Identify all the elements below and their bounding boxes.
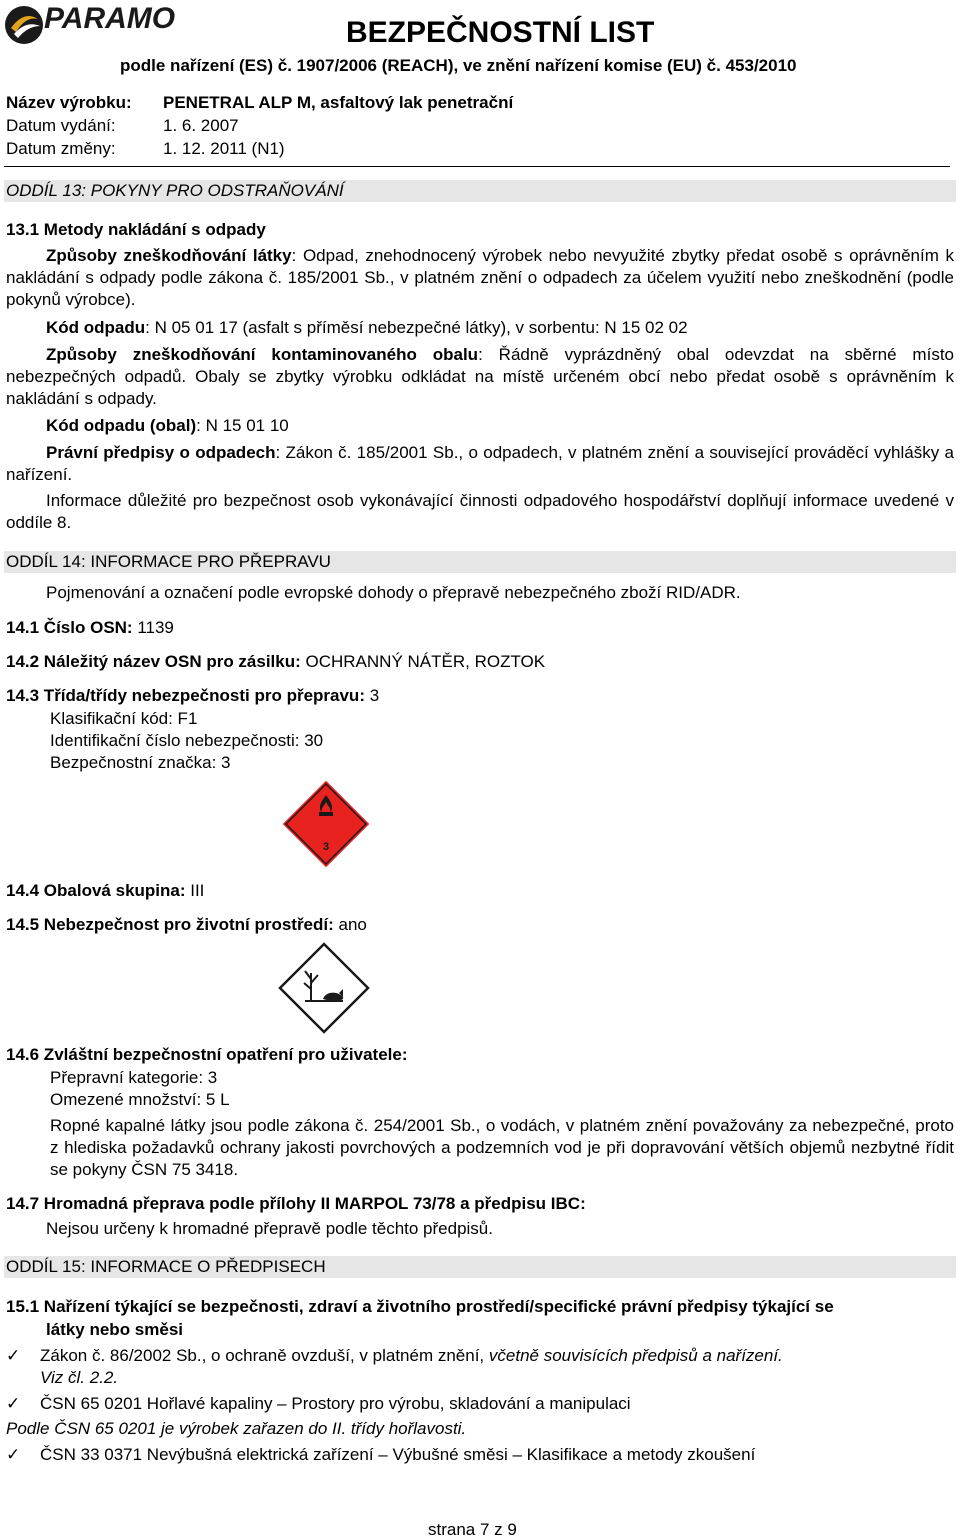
s15-item-2-text: ČSN 65 0201 Hořlavé kapaliny – Prostory pro výrobu, skladování a manipulaci bbox=[40, 1394, 631, 1413]
placard-number: 3 bbox=[322, 841, 330, 853]
s15-item-1-text: Zákon č. 86/2002 Sb., o ochraně ovzduší, v platném znění, bbox=[40, 1346, 489, 1365]
check-icon: ✓ bbox=[6, 1394, 21, 1413]
header-divider bbox=[4, 166, 950, 167]
s13-paragraph-3 bbox=[6, 344, 954, 410]
s15-item-3 bbox=[6, 1445, 755, 1465]
s13-p3-text: : Řádně vyprázdněný obal odevzdat na sběrné místo nebezpečných odpadů. Obaly se zbytky výrobku odkládat na místě určeném obcí nebo předat osobě s oprávněním k nakládání s odpady. bbox=[6, 345, 954, 408]
product-name-label: Název výrobku: bbox=[6, 93, 132, 112]
logo-text: PARAMO bbox=[44, 2, 176, 35]
s13-p5-text: : Zákon č. 185/2001 Sb., o odpadech, v platném znění a související prováděcí vyhlášky a nařízení. bbox=[6, 443, 954, 484]
s14-3-label: 14.3 Třída/třídy nebezpečnosti pro přepravu: bbox=[6, 686, 365, 705]
issue-date-row bbox=[6, 116, 239, 136]
sub-13-1: 13.1 Metody nakládání s odpady bbox=[6, 220, 266, 239]
s14-2-label: 14.2 Náležitý název OSN pro zásilku: bbox=[6, 652, 301, 671]
s14-3-classification-code: Klasifikační kód: F1 bbox=[50, 709, 198, 728]
s14-6-transport-category: Přepravní kategorie: 3 bbox=[50, 1068, 218, 1087]
change-date-value: 1. 12. 2011 (N1) bbox=[163, 139, 285, 158]
s15-1-heading-line1: 15.1 Nařízení týkající se bezpečnosti, zdraví a životního prostředí/specifické právní předpisy týkající se bbox=[6, 1297, 834, 1316]
s14-3-safety-label: Bezpečnostní značka: 3 bbox=[50, 753, 231, 772]
s13-paragraph-2 bbox=[46, 318, 688, 338]
section-15-heading: ODDÍL 15: INFORMACE O PŘEDPISECH bbox=[4, 1256, 956, 1278]
s14-7-heading: 14.7 Hromadná přeprava podle přílohy II MARPOL 73/78 a předpisu IBC: bbox=[6, 1194, 586, 1213]
s13-p5-label: Právní předpisy o odpadech bbox=[46, 443, 276, 462]
s15-item-1 bbox=[6, 1346, 783, 1366]
document-title: BEZPEČNOSTNÍ LIST bbox=[346, 16, 655, 49]
s13-p1-text: : Odpad, znehodnocený výrobek nebo nevyužité zbytky předat osobě s oprávněním k nakládání s odpady podle zákona č. 185/2001 Sb., v platném znění o odpadech za účelem využití nebo zneškodnění (podle pokynů výrobce). bbox=[6, 246, 955, 309]
s14-3-value: 3 bbox=[364, 686, 380, 705]
paramo-logo-mark-icon bbox=[4, 2, 44, 48]
change-date-row bbox=[6, 139, 285, 159]
s14-7-text: Nejsou určeny k hromadné přepravě podle těchto předpisů. bbox=[46, 1219, 493, 1238]
product-name-row bbox=[6, 93, 513, 113]
issue-date-value: 1. 6. 2007 bbox=[163, 116, 239, 135]
s14-4-row bbox=[6, 881, 204, 901]
s14-1-row bbox=[6, 618, 174, 638]
s13-p4-label: Kód odpadu (obal) bbox=[46, 416, 197, 435]
s15-item-2-note: Podle ČSN 65 0201 je výrobek zařazen do II. třídy hořlavosti. bbox=[6, 1419, 467, 1438]
section-14-heading: ODDÍL 14: INFORMACE PRO PŘEPRAVU bbox=[4, 551, 956, 573]
s13-paragraph-4 bbox=[46, 416, 289, 436]
s14-5-row bbox=[6, 915, 367, 935]
s13-p4-text: : N 15 01 10 bbox=[196, 416, 289, 435]
product-name-value: PENETRAL ALP M, asfaltový lak penetrační bbox=[163, 93, 514, 112]
s14-3-hazard-id: Identifikační číslo nebezpečnosti: 30 bbox=[50, 731, 324, 750]
environment-hazard-icon bbox=[277, 941, 371, 1035]
s14-6-limited-quantity: Omezené množství: 5 L bbox=[50, 1090, 230, 1109]
s13-p2-label: Kód odpadu bbox=[46, 318, 146, 337]
paramo-logo bbox=[4, 0, 190, 50]
change-date-label: Datum změny: bbox=[6, 139, 116, 158]
s13-paragraph-1 bbox=[6, 245, 954, 311]
issue-date-label: Datum vydání: bbox=[6, 116, 116, 135]
s13-p1-label: Způsoby zneškodňování látky bbox=[46, 246, 292, 265]
s14-2-value: OCHRANNÝ NÁTĚR, ROZTOK bbox=[300, 652, 546, 671]
s15-item-1-italic: včetně souvisících předpisů a nařízení. bbox=[488, 1346, 783, 1365]
s14-5-label: 14.5 Nebezpečnost pro životní prostředí: bbox=[6, 915, 334, 934]
flammable-liquid-placard-icon bbox=[280, 778, 372, 870]
s14-2-row bbox=[6, 652, 545, 672]
check-icon: ✓ bbox=[6, 1346, 21, 1365]
s15-1-heading-line2: látky nebo směsi bbox=[46, 1320, 184, 1339]
s14-5-value: ano bbox=[333, 915, 367, 934]
check-icon: ✓ bbox=[6, 1445, 21, 1464]
s13-paragraph-5 bbox=[6, 442, 954, 486]
s15-item-3-text: ČSN 33 0371 Nevýbušná elektrická zařízení – Výbušné směsi – Klasifikace a metody zkoušení bbox=[40, 1445, 756, 1464]
s14-1-label: 14.1 Číslo OSN: bbox=[6, 618, 133, 637]
s13-paragraph-6: Informace důležité pro bezpečnost osob vykonávající činnosti odpadového hospodářství doplňují informace uvedené v oddíle 8. bbox=[6, 491, 954, 532]
page-number: strana 7 z 9 bbox=[428, 1520, 517, 1539]
s15-item-1-ref: Viz čl. 2.2. bbox=[40, 1368, 119, 1387]
s13-p3-label: Způsoby zneškodňování kontaminovaného obalu bbox=[46, 345, 479, 364]
section-13-heading: ODDÍL 13: POKYNY PRO ODSTRAŇOVÁNÍ bbox=[4, 180, 956, 202]
s13-p2-text: : N 05 01 17 (asfalt s příměsí nebezpečné látky), v sorbentu: N 15 02 02 bbox=[145, 318, 688, 337]
s14-6-heading: 14.6 Zvláštní bezpečnostní opatření pro uživatele: bbox=[6, 1045, 408, 1064]
s15-item-2 bbox=[6, 1394, 631, 1414]
s14-6-paragraph: Ropné kapalné látky jsou podle zákona č. 254/2001 Sb., o vodách, v platném znění považovány za nebezpečné, proto z hlediska požadavků ochrany jakosti povrchových a podzemních vod je při dopravování větších objemů nezbytné řídit se pokyny ČSN 75 3418. bbox=[50, 1116, 954, 1179]
document-subtitle: podle nařízení (ES) č. 1907/2006 (REACH), ve znění nařízení komise (EU) č. 453/2010 bbox=[120, 56, 797, 75]
s14-4-label: 14.4 Obalová skupina: bbox=[6, 881, 186, 900]
s14-intro: Pojmenování a označení podle evropské dohody o přepravě nebezpečného zboží RID/ADR. bbox=[46, 583, 741, 602]
s14-1-value: 1139 bbox=[132, 618, 174, 637]
s14-4-value: III bbox=[185, 881, 205, 900]
s14-3-row bbox=[6, 686, 379, 706]
